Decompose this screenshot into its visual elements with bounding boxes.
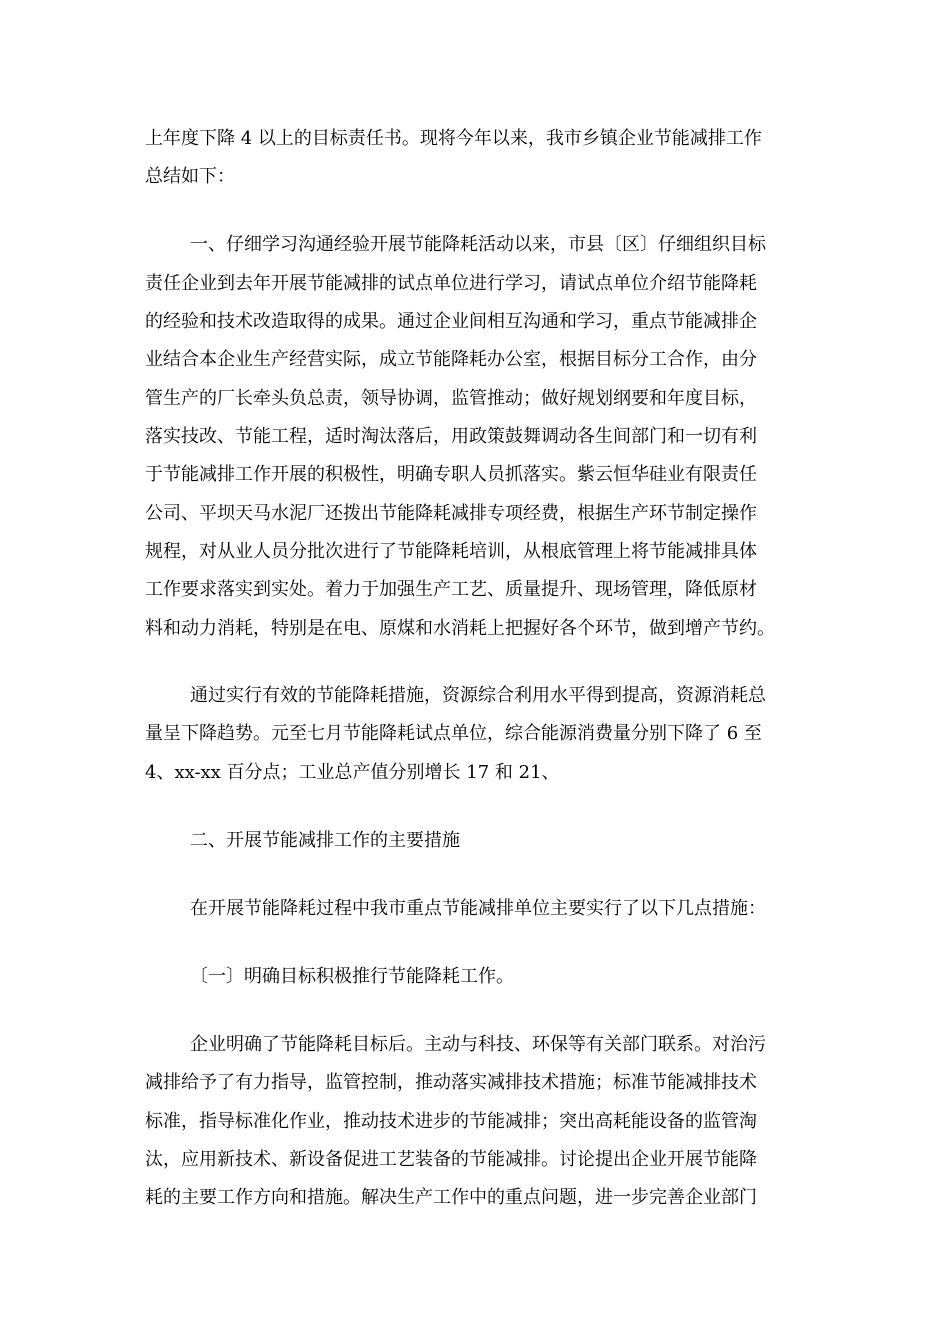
text-line: 业结合本企业生产经营实际，成立节能降耗办公室，根据目标分工合作，由分 — [145, 349, 757, 370]
text-line: 在开展节能降耗过程中我市重点节能减排单位主要实行了以下几点措施： — [190, 898, 766, 919]
text-line: 量呈下降趋势。元至七月节能降耗试点单位，综合能源消费量分别下降了 6 至 — [145, 723, 762, 744]
text-line: 耗的主要工作方向和措施。解决生产工作中的重点问题，进一步完善企业部门 — [145, 1187, 757, 1208]
text-line: 上年度下降 4 以上的目标责任书。现将今年以来，我市乡镇企业节能减排工作 — [145, 128, 762, 149]
text-line: 规程，对从业人员分批次进行了节能降耗培训，从根底管理上将节能减排具体 — [145, 541, 757, 562]
section-heading: 二、开展节能减排工作的主要措施 — [190, 830, 460, 851]
text-line: 4、xx-xx 百分点；工业总产值分别增长 17 和 21、 — [145, 762, 560, 783]
text-line: 管生产的厂长牵头负总责，领导协调，监管推动；做好规划纲要和年度目标， — [145, 388, 757, 409]
text-line: 企业明确了节能降耗目标后。主动与科技、环保等有关部门联系。对治污 — [190, 1034, 766, 1055]
text-line: 总结如下： — [145, 166, 235, 187]
text-line: 责任企业到去年开展节能减排的试点单位进行学习，请试点单位介绍节能降耗 — [145, 273, 757, 294]
text-line: 的经验和技术改造取得的成果。通过企业间相互沟通和学习，重点节能减排企 — [145, 311, 757, 332]
text-line: 公司、平坝天马水泥厂还拨出节能降耗减排专项经费，根据生产环节制定操作 — [145, 503, 757, 524]
text-line: 工作要求落实到实处。着力于加强生产工艺、质量提升、现场管理，降低原材 — [145, 579, 757, 600]
text-line: 汰，应用新技术、新设备促进工艺装备的节能减排。讨论提出企业开展节能降 — [145, 1149, 757, 1170]
text-line: 于节能减排工作开展的积极性，明确专职人员抓落实。紫云恒华硅业有限责任 — [145, 464, 757, 485]
text-line: 通过实行有效的节能降耗措施，资源综合利用水平得到提高，资源消耗总 — [190, 685, 766, 706]
text-line: 落实技改、节能工程，适时淘汰落后，用政策鼓舞调动各生间部门和一切有利 — [145, 426, 757, 447]
text-line: 减排给予了有力指导，监管控制，推动落实减排技术措施；标准节能减排技术 — [145, 1072, 757, 1093]
subsection-heading: 〔一〕明确目标积极推行节能降耗工作。 — [190, 966, 514, 987]
text-line: 标准，指导标准化作业，推动技术进步的节能减排；突出高耗能设备的监管淘 — [145, 1111, 757, 1132]
text-line: 料和动力消耗，特别是在电、原煤和水消耗上把握好各个环节，做到增产节约。 — [145, 618, 775, 639]
text-line: 一、仔细学习沟通经验开展节能降耗活动以来，市县〔区〕仔细组织目标 — [190, 234, 766, 255]
